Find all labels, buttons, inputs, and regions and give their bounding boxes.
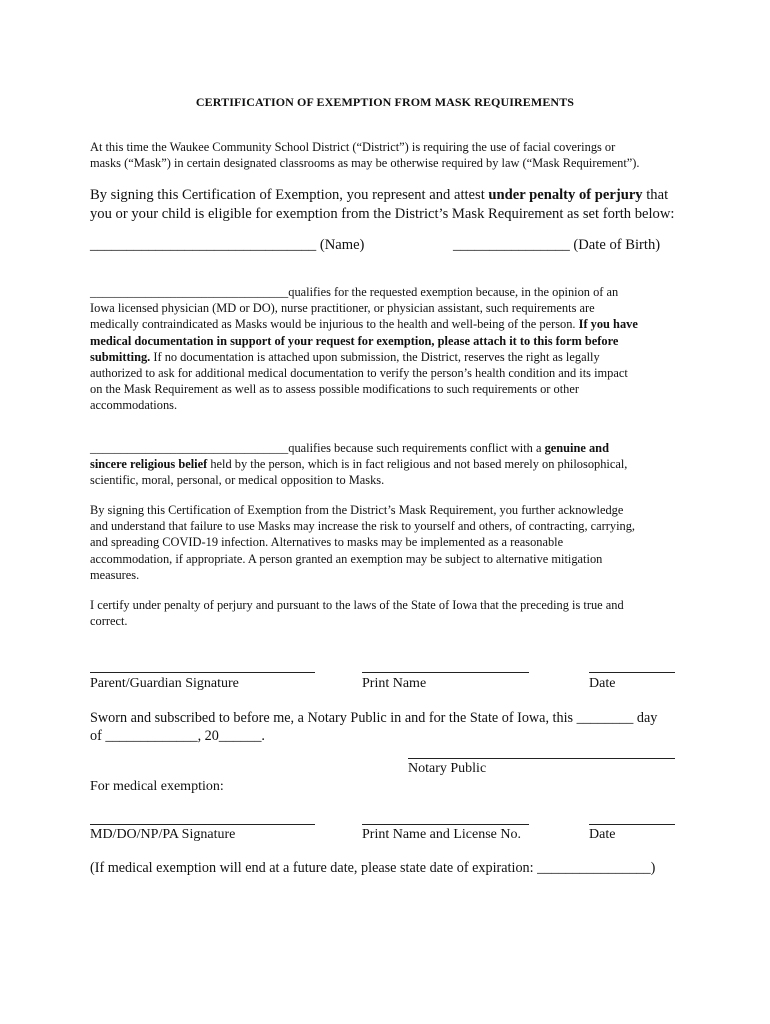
print-name-label: Print Name — [362, 676, 427, 691]
certify-line: correct. — [90, 614, 128, 629]
certify-paragraph — [90, 597, 685, 629]
acknowledge-line: and spreading COVID-19 infection. Alternatives to masks may be implemented as a reasonable — [90, 535, 564, 550]
attest-paragraph — [90, 186, 685, 224]
medical-text: medically contraindicated as Masks would be injurious to the health and well-being of the person. — [90, 317, 579, 332]
religious-text: ________________________________qualifies because such requirements conflict with a — [90, 441, 545, 455]
religious-line: scientific, moral, personal, or medical opposition to Masks. — [90, 473, 385, 488]
expiration-date-field[interactable]: (If medical exemption will end at a future date, please state date of expiration: ________________) — [90, 860, 656, 876]
provider-print-name-line[interactable] — [362, 824, 529, 825]
religious-exemption-paragraph — [90, 440, 685, 489]
provider-print-name-label: Print Name and License No. — [362, 827, 522, 842]
medical-line: accommodations. — [90, 398, 178, 413]
medical-line: ________________________________qualifies for the requested exemption because, in the opinion of an — [90, 285, 619, 299]
date-line[interactable] — [589, 672, 675, 673]
medical-line: on the Mask Requirement as well as to assess possible modifications to such requirements or other — [90, 382, 579, 397]
acknowledge-line: measures. — [90, 567, 140, 582]
intro-line: masks (“Mask”) in certain designated classrooms as may be otherwise required by law (“Mask Requirement”). — [90, 156, 640, 171]
print-name-line[interactable] — [362, 672, 529, 673]
religious-line — [90, 456, 685, 472]
acknowledgement-paragraph — [90, 502, 685, 583]
provider-date-label: Date — [589, 827, 616, 842]
attest-text: that — [642, 187, 669, 203]
religious-emphasis: genuine and — [544, 441, 609, 455]
provider-signature-label: MD/DO/NP/PA Signature — [90, 827, 236, 842]
religious-text: held by the person, which is in fact religious and not based merely on philosophical, — [207, 457, 628, 472]
medical-exemption-heading: For medical exemption: — [90, 779, 224, 794]
name-field[interactable]: _______________________________ (Name) — [90, 237, 365, 253]
parent-signature-label: Parent/Guardian Signature — [90, 676, 239, 691]
parent-signature-line[interactable] — [90, 672, 315, 673]
acknowledge-line: accommodation, if appropriate. A person granted an exemption may be subject to alternative mitigation — [90, 551, 603, 566]
notary-public-label: Notary Public — [408, 761, 487, 776]
attest-text: By signing this Certification of Exemption, you represent and attest — [90, 187, 489, 203]
certify-line: I certify under penalty of perjury and pursuant to the laws of the State of Iowa that the preceding is true and — [90, 598, 624, 612]
medical-emphasis: If you have — [578, 317, 638, 332]
medical-line — [90, 316, 685, 332]
medical-emphasis: submitting. — [90, 349, 151, 364]
notary-statement-line: Sworn and subscribed to before me, a Notary Public in and for the State of Iowa, this ________ day — [90, 710, 658, 726]
perjury-emphasis: under penalty of perjury — [488, 187, 643, 203]
religious-emphasis: sincere religious belief — [90, 457, 208, 472]
medical-line: authorized to ask for additional medical documentation to verify the person’s health condition and its impact — [90, 366, 628, 381]
date-of-birth-field[interactable]: ________________ (Date of Birth) — [453, 237, 661, 253]
medical-text: If no documentation is attached upon submission, the District, reserves the right as legally — [150, 349, 600, 364]
notary-signature-line[interactable] — [408, 758, 675, 759]
attest-line — [90, 186, 685, 205]
attest-line: you or your child is eligible for exemption from the District’s Mask Requirement as set forth below: — [90, 206, 675, 222]
acknowledge-line: and understand that failure to use Masks may increase the risk to yourself and others, of contracting, carrying, — [90, 519, 636, 534]
provider-date-line[interactable] — [589, 824, 675, 825]
religious-line — [90, 440, 685, 456]
acknowledge-line: By signing this Certification of Exemption from the District’s Mask Requirement, you further acknowledge — [90, 503, 624, 517]
medical-exemption-paragraph — [90, 284, 685, 414]
intro-paragraph — [90, 139, 685, 171]
page-title: CERTIFICATION OF EXEMPTION FROM MASK REQUIREMENTS — [195, 95, 575, 109]
intro-line: At this time the Waukee Community School District (“District”) is requiring the use of facial coverings or — [90, 140, 616, 154]
notary-statement-line: of _____________, 20______. — [90, 728, 265, 744]
medical-emphasis-line: medical documentation in support of your request for exemption, please attach it to this form before — [90, 333, 619, 348]
medical-line — [90, 349, 685, 365]
date-label: Date — [589, 676, 616, 691]
provider-signature-line[interactable] — [90, 824, 315, 825]
medical-line: Iowa licensed physician (MD or DO), nurse practitioner, or physician assistant, such requirements are — [90, 301, 595, 316]
